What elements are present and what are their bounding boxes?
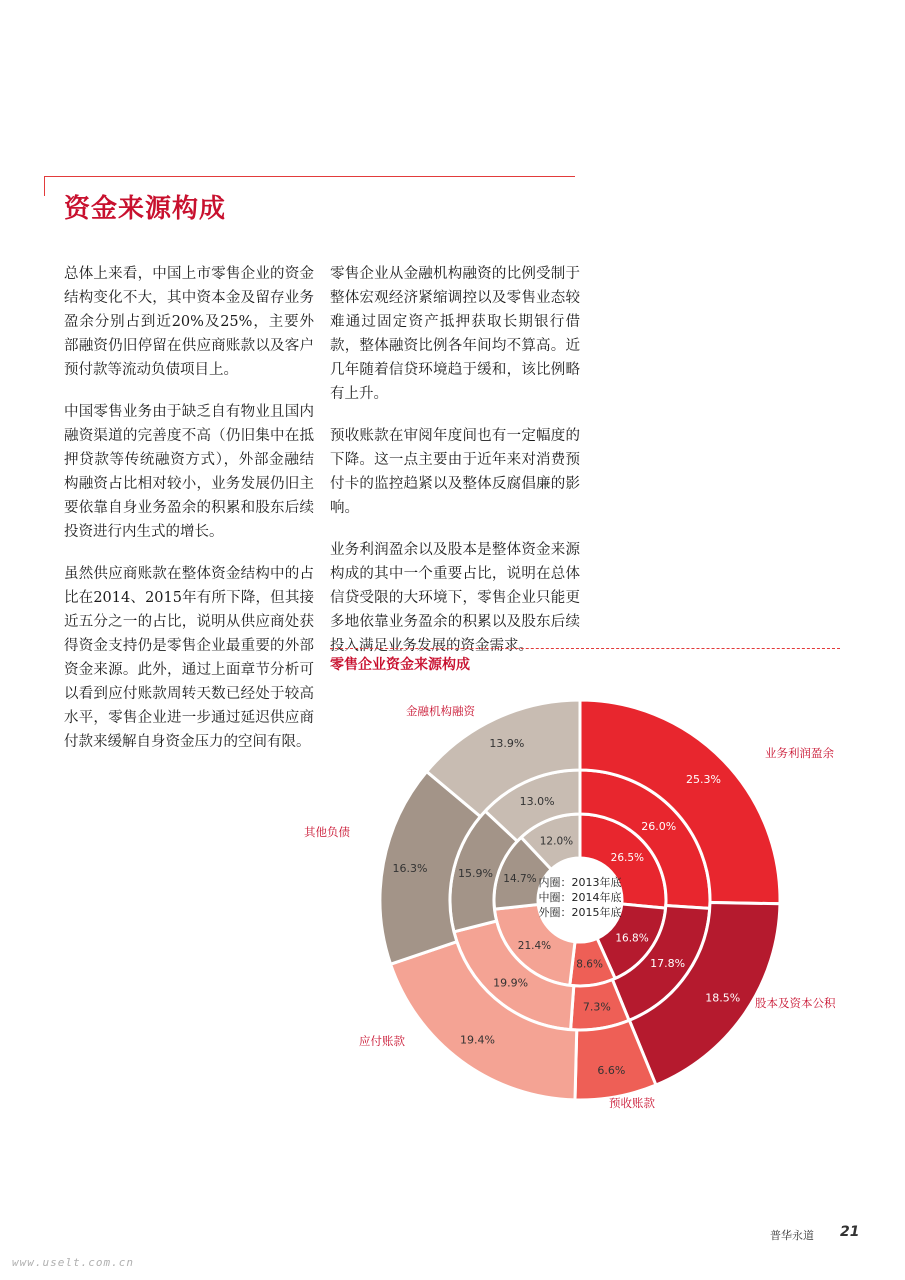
category-label-4: 其他负债	[304, 825, 350, 839]
donut-chart-svg	[304, 680, 860, 1120]
paragraph: 业务利润盈余以及股本是整体资金来源构成的其中一个重要占比，说明在总体信贷受限的大环境下，零售企业只能更多地依靠业务盈余的积累以及股东后续投入满足业务发展的资金需求。	[330, 542, 580, 654]
donut-label-inner-3: 21.4%	[517, 939, 552, 952]
footer-brand: 普华永道	[770, 1229, 814, 1242]
section-title: 资金来源构成	[64, 194, 227, 224]
chart-title: 零售企业资金来源构成	[330, 657, 470, 673]
section-rule	[44, 176, 575, 177]
center-legend-line: 外圈：2015年底	[538, 906, 622, 919]
donut-label-outer-5: 13.9%	[489, 737, 525, 751]
paragraph: 预收账款在审阅年度间也有一定幅度的下降。这一点主要由于近年来对消费预付卡的监控趋紧以及整体反腐倡廉的影响。	[330, 428, 580, 516]
center-legend-line: 内圈：2013年底	[538, 876, 622, 889]
section-rule-tick	[44, 176, 45, 196]
donut-label-inner-4: 14.7%	[503, 872, 537, 885]
center-legend-line: 中圈：2014年底	[538, 891, 622, 904]
donut-label-outer-1: 18.5%	[705, 991, 741, 1005]
donut-label-middle-0: 26.0%	[641, 820, 677, 834]
donut-label-middle-3: 19.9%	[493, 976, 529, 990]
donut-label-middle-1: 17.8%	[650, 957, 686, 971]
donut-label-outer-2: 6.6%	[597, 1064, 626, 1078]
donut-label-middle-2: 7.3%	[582, 1000, 611, 1014]
page-number: 21	[840, 1224, 860, 1240]
category-label-1: 股本及资本公积	[755, 996, 836, 1010]
donut-label-inner-0: 26.5%	[610, 851, 645, 864]
watermark: www.uselt.com.cn	[12, 1256, 134, 1269]
paragraph: 总体上来看，中国上市零售企业的资金结构变化不大，其中资本金及留存业务盈余分别占到近20%及25%，主要外部融资仍旧停留在供应商账款以及客户预付款等流动负债项目上。	[64, 266, 314, 378]
paragraph: 中国零售业务由于缺乏自有物业且国内融资渠道的完善度不高（仍旧集中在抵押贷款等传统融资方式），外部金融结构融资占比相对较小，业务发展仍旧主要依靠自身业务盈余的积累和股东后续投资进行内生式的增长。	[64, 404, 314, 540]
paragraph: 零售企业从金融机构融资的比例受制于整体宏观经济紧缩调控以及零售业态较难通过固定资产抵押获取长期银行借款，整体融资比例各年间均不算高。近几年随着信贷环境趋于缓和，该比例略有上升。	[330, 266, 580, 402]
category-label-3: 应付账款	[359, 1034, 405, 1048]
chart-rule	[330, 648, 840, 649]
right-text-column	[330, 262, 580, 676]
funding-structure-chart	[304, 680, 860, 1120]
left-text-column	[64, 262, 314, 772]
category-label-5: 金融机构融资	[406, 704, 475, 718]
donut-label-middle-5: 13.0%	[519, 794, 555, 808]
donut-label-outer-4: 16.3%	[392, 862, 428, 876]
donut-label-outer-3: 19.4%	[459, 1033, 495, 1047]
category-label-0: 业务利润盈余	[765, 746, 834, 760]
donut-label-middle-4: 15.9%	[457, 866, 493, 880]
category-label-2: 预收账款	[609, 1096, 655, 1110]
paragraph: 虽然供应商账款在整体资金结构中的占比在2014、2015年有所下降，但其接近五分之一的占比，说明从供应商处获得资金支持仍是零售企业最重要的外部资金来源。此外，通过上面章节分析可以看到应付账款周转天数已经处于较高水平，零售企业进一步通过延迟供应商付款来缓解自身资金压力的空间有限。	[64, 566, 314, 750]
donut-label-inner-1: 16.8%	[615, 932, 649, 945]
donut-label-inner-5: 12.0%	[539, 835, 574, 848]
donut-label-outer-0: 25.3%	[686, 772, 721, 786]
donut-label-inner-2: 8.6%	[576, 958, 603, 971]
